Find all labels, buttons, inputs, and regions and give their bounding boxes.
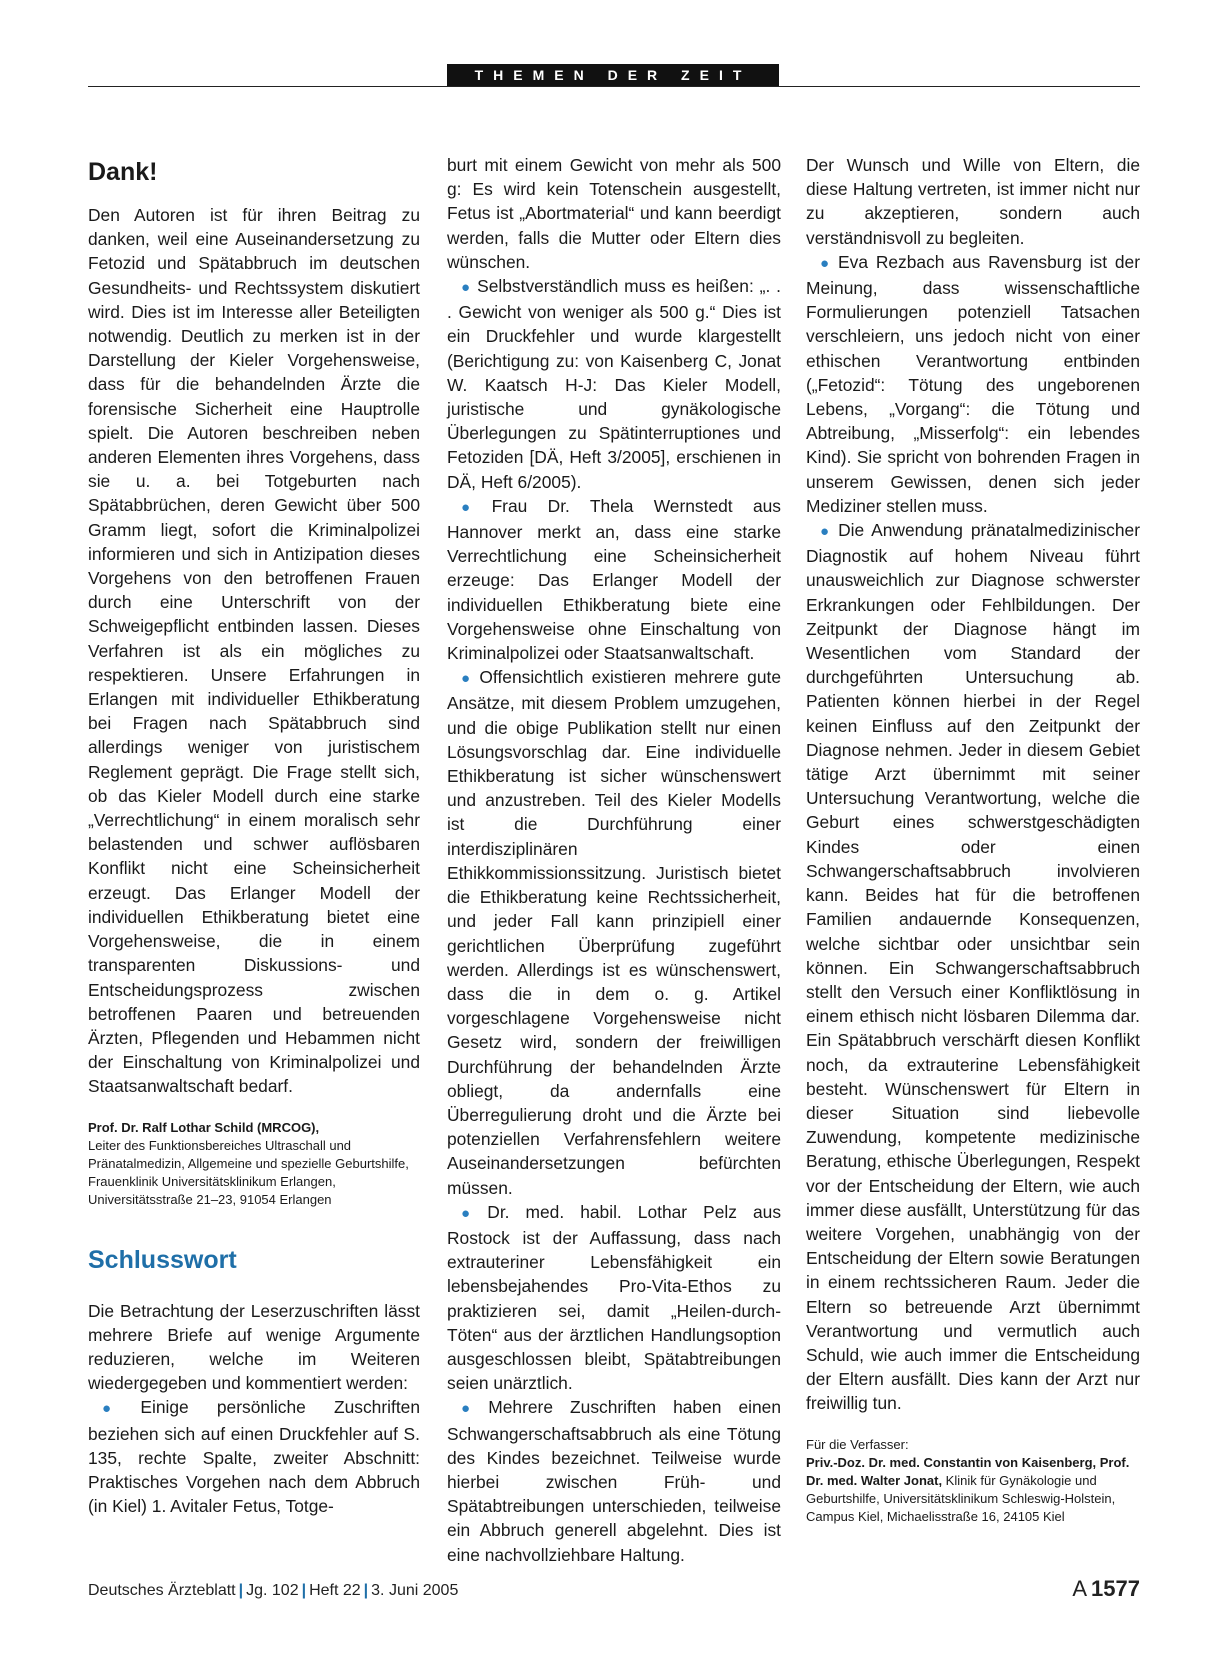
- footer-separator: |: [238, 1582, 244, 1599]
- bullet-paragraph: ● Einige persönliche Zuschriften beziehen sich auf einen Druckfehler auf S. 135, rechte Spalte, zweiter Abschnitt: Praktisches Vorgehen nach dem Abbruch (in Kiel) 1. Avitaler Fetus, Totge-: [88, 1397, 421, 1517]
- bullet-icon: ●: [820, 254, 833, 272]
- signature-authors: [806, 1436, 1140, 1526]
- bullet-icon: ●: [461, 670, 474, 688]
- bullet-icon: ●: [461, 1204, 482, 1222]
- paragraph-dank: Den Autoren ist für ihren Beitrag zu danken, weil eine Auseinandersetzung zu Fetozid und Spätabbruch im deutschen Gesundheits- und Rechtssystem diskutiert wird. Dies ist im Interesse aller Beteiligten notwendig. Deutlich zu merken ist in der Darstellung der Kieler Vorgehensweise, dass für die behandelnden Ärzte die forensische Sicherheit eine Hauptrolle spielt. Die Autoren beschreiben neben anderen Elementen ihres Vorgehens, dass sie u. a. bei Totgeburten nach Spätabbrüchen, deren Gewicht über 500 Gramm liegt, sofort die Kriminalpolizei informieren und sich in Antizipation dieses Vorgehens von den betroffenen Frauen durch eine Unterschrift von der Schweigepflicht entbinden lassen. Dieses Verfahren ist als ein mögliches zu respektieren. Unsere Erfahrungen in Erlangen mit individueller Ethikberatung bei Fragen nach Spätabbruch sind allerdings weniger von juristischem Reglement geprägt. Die Frage stellt sich, ob das Kieler Modell durch eine starke „Verrechtlichung“ in einem moralisch sehr belastenden und schwer auflösbaren Konflikt nicht eine Scheinsicherheit erzeugt. Das Erlanger Modell der individuellen Ethikberatung bietet eine Vorgehensweise, die in einem transparenten Diskussions- und Entscheidungsprozess zwischen betroffenen Paaren und betreuenden Ärzten, Pflegenden und Hebammen nicht der Einschaltung von Kriminalpolizei und Staatsanwaltschaft bedarf.: [88, 205, 420, 1097]
- page-number: A 1577: [1072, 1576, 1140, 1601]
- journal-issue: Heft 22: [309, 1582, 361, 1599]
- bullet-paragraph: ● Dr. med. habil. Lothar Pelz aus Rostock ist der Auffassung, dass nach extrauteriner Lebensfähigkeit ein lebensbejahendes Pro-Vita-Ethos zu praktizieren sei, damit „Heilen-durch-Töten“ aus der ärztlichen Handlungsoption ausgeschlossen bleibt, Spätabtreibungen seien unärztlich.: [447, 1201, 782, 1394]
- bullet-paragraph: ● Mehrere Zuschriften haben einen Schwangerschaftsabbruch als eine Tötung des Kindes bezeichnet. Teilweise wurde hierbei zwischen Früh- und Spätabtreibungen unterschieden, teilweise ein Abbruch generell abgelehnt. Dies ist eine nachvollziehbare Haltung.: [447, 1397, 781, 1565]
- paragraph-intro: Die Betrachtung der Leserzuschriften lässt mehrere Briefe auf wenige Argumente reduzieren, welche im Weiteren wiedergegeben und kommentiert werden:: [88, 1300, 420, 1394]
- footer-separator: |: [301, 1582, 307, 1599]
- page-footer: [88, 1576, 1140, 1601]
- bullet-icon: ●: [102, 1400, 135, 1418]
- signature-schild: [88, 1119, 420, 1209]
- column-3: [806, 153, 1140, 1526]
- bullet-icon: ●: [820, 523, 833, 541]
- bullet-icon: ●: [461, 1400, 483, 1418]
- signature-affiliation: Klinik für Gynäkologie und Geburtshilfe, Universitätsklinikum Schleswig-Holstein, Campus Kiel, Michaelisstraße 16, 24105 Kiel: [806, 1472, 1116, 1524]
- paragraph-continued: Der Wunsch und Wille von Eltern, die diese Haltung vertreten, ist immer nicht nur zu akzeptieren, sondern auch verständnisvoll zu begleiten.: [806, 155, 1140, 248]
- journal-date: 3. Juni 2005: [371, 1582, 459, 1599]
- bullet-icon: ●: [461, 279, 472, 297]
- bullet-paragraph: ● Frau Dr. Thela Wernstedt aus Hannover merkt an, dass eine starke Verrechtlichung eine Scheinsicherheit erzeuge: Das Erlanger Modell der individuellen Ethikberatung biete eine Vorgehensweise ohne Einschaltung von Kriminalpolizei oder Staatsanwaltschaft.: [447, 495, 781, 664]
- header-rule: [88, 86, 1140, 87]
- bullet-paragraph: ● Eva Rezbach aus Ravensburg ist der Meinung, dass wissenschaftliche Formulierungen potenziell Tatsachen verschleiern, uns jedoch nicht von einer ethischen Verantwortung entbinden („Fetozid“: Tötung des ungeborenen Lebens, „Vorgang“: die Tötung und Abtreibung, „Misserfolg“: ein lebendes Kind). Sie spricht von bohrenden Fragen in unserem Gewissen, denen sich jeder Mediziner stellen muss.: [806, 251, 1141, 516]
- bullet-paragraph: ● Selbstverständlich muss es heißen: „. . . Gewicht von weniger als 500 g.“ Dies ist ein Druckfehler und wurde klargestellt (Berichtigung zu: von Kaisenberg C, Jonat W. Kaatsch H-J: Das Kieler Modell, juristische und gynäkologische Überlegungen zu Spätinterruptiones und Fetoziden [DÄ, Heft 3/2005], erschienen in DÄ, Heft 6/2005).: [447, 276, 781, 492]
- heading-schlusswort: Schlusswort: [88, 1245, 237, 1274]
- journal-volume: Jg. 102: [246, 1582, 299, 1599]
- bullet-paragraph: ● Offensichtlich existieren mehrere gute Ansätze, mit diesem Problem umzugehen, und die obige Publikation stellt nur einen Lösungsvorschlag dar. Eine individuelle Ethikberatung ist sicher wünschenswert und anzustreben. Teil des Kieler Modells ist die Durchführung einer interdisziplinären Ethikkommissionssitzung. Juristisch bietet die Ethikberatung keine Rechtssicherheit, und jeder Fall kann prinzipiell einer gerichtlichen Überprüfung zugeführt werden. Allerdings ist es wünschenswert, dass die in dem o. g. Artikel vorgeschlagene Vorgehensweise nicht Gesetz wird, sondern der freiwilligen Durchführung der behandelnden Ärzte obliegt, da andernfalls eine Überregulierung droht und die Ärzte bei potenziellen Verfahrensfehlern weitere Auseinandersetzungen befürchten müssen.: [447, 667, 782, 1198]
- column-1: [88, 157, 420, 1518]
- footer-separator: |: [363, 1582, 369, 1599]
- signature-name: Prof. Dr. Ralf Lothar Schild (MRCOG),: [88, 1119, 320, 1135]
- signature-names: Priv.-Doz. Dr. med. Constantin von Kaisenberg, Prof. Dr. med. Walter Jonat,: [806, 1454, 1130, 1488]
- bullet-paragraph: ● Die Anwendung pränatalmedizinischer Diagnostik auf hohem Niveau führt unausweichlich zur Diagnose schwerster Erkrankungen oder Fehlbildungen. Der Zeitpunkt der Diagnose hängt im Wesentlichen vom Standard der durchgeführten Untersuchung ab. Patienten können hierbei in der Regel keinen Einfluss auf den Zeitpunkt der Diagnose nehmen. Jeder in diesem Gebiet tätige Arzt übernimmt mit seiner Untersuchung Verantwortung, welche die Geburt eines schwerstgeschädigten Kindes oder einen Schwangerschaftsabbruch involvieren kann. Beides hat für die betroffenen Familien andauernde Konsequenzen, welche sichtbar oder unsichtbar sein können. Ein Schwangerschaftsabbruch stellt den Versuch einer Konfliktlösung in einem ethisch nicht lösbaren Dilemma dar. Ein Spätabbruch verschärft diesen Konflikt noch, da extrauterine Lebensfähigkeit besteht. Wünschenswert für Eltern in dieser Situation sind liebevolle Zuwendung, kompetente medizinische Beratung, ethische Überlegungen, Respekt vor der Entscheidung der Eltern, wie auch immer diese ausfällt, Unterstützung für das weitere Vorgehen, unabhängig von der Entscheidung der Eltern sowie Beratungen in einem rechtssicheren Raum. Jeder die Eltern so betreuende Arzt übernimmt Verantwortung und vermutlich auch Schuld, wie auch immer die Entscheidung der Eltern ausfällt. Dies kann der Arzt nur freiwillig tun.: [806, 520, 1141, 1414]
- column-2: [447, 153, 781, 1567]
- signature-affiliation: Leiter des Funktionsbereiches Ultraschall und Pränatalmedizin, Allgemeine und spezielle Geburtshilfe, Frauenklinik Universitätsklinikum Erlangen, Universitätsstraße 21–23, 91054 Erlangen: [88, 1137, 409, 1207]
- paragraph-continued: burt mit einem Gewicht von mehr als 500 g: Es wird kein Totenschein ausgestellt, Fetus ist „Abortmaterial“ und kann beerdigt werden, falls die Mutter oder Eltern dies wünschen.: [447, 155, 781, 272]
- journal-name: Deutsches Ärzteblatt: [88, 1582, 236, 1599]
- bullet-icon: ●: [461, 498, 486, 516]
- signature-prefix: Für die Verfasser:: [806, 1436, 909, 1452]
- heading-dank: Dank!: [88, 158, 158, 186]
- section-label: THEMEN DER ZEIT: [447, 64, 779, 86]
